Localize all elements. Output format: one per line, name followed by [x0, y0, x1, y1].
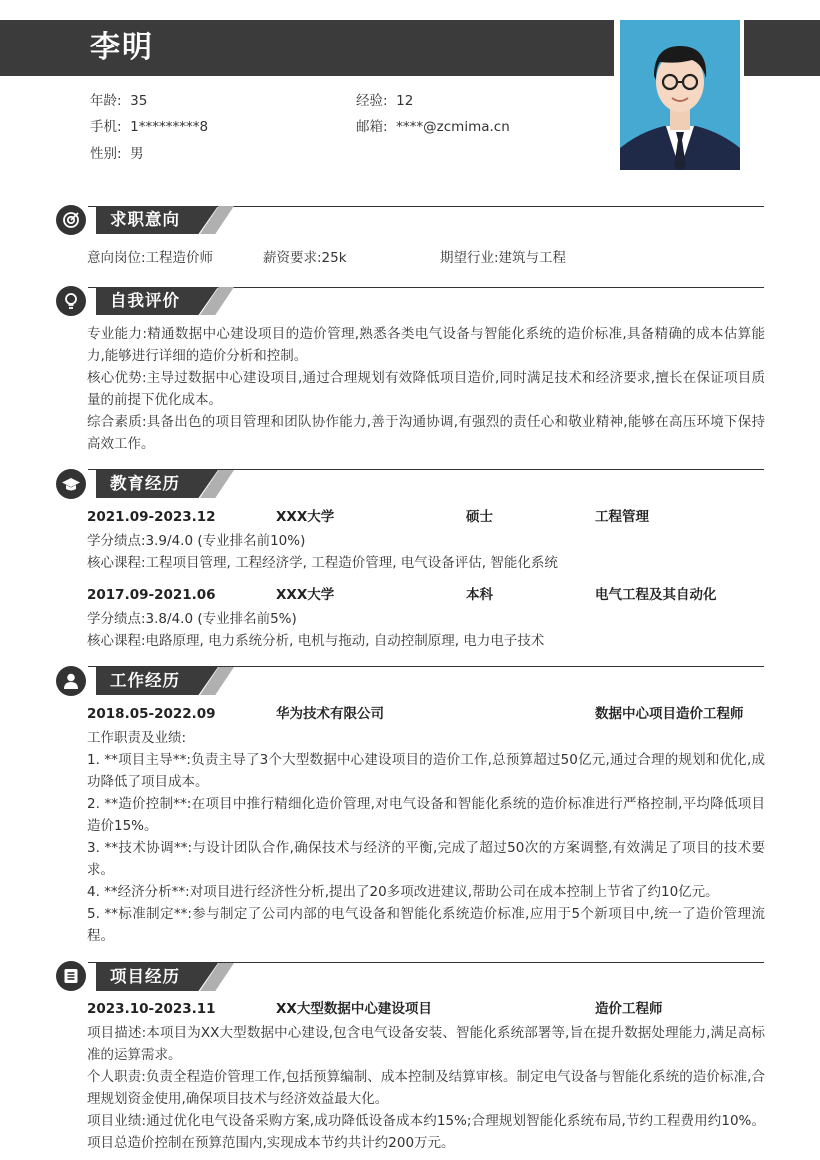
section-title: 自我评价 — [110, 291, 180, 310]
experience-field — [356, 91, 413, 111]
section-header-education — [96, 470, 236, 498]
edu-degree: 硕士 — [466, 509, 493, 525]
age-field — [90, 91, 147, 111]
section-header-work — [96, 667, 236, 695]
profile-photo — [620, 20, 740, 170]
edu-gpa: 学分绩点:3.8/4.0 (专业排名前5%) — [87, 611, 297, 627]
graduation-cap-icon — [56, 469, 86, 499]
self-eval-advantage: 核心优势:主导过数据中心建设项目,通过合理规划有效降低项目造价,同时满足技术和经济要求,擅长在保证项目质量的前提下优化成本。 — [87, 370, 765, 408]
intent-industry: 期望行业:建筑与工程 — [440, 250, 567, 266]
header-band-right — [744, 20, 820, 76]
person-icon — [56, 666, 86, 696]
project-name: XX大型数据中心建设项目 — [276, 1001, 432, 1017]
email-value: ****@zcmima.cn — [396, 119, 510, 135]
section-header-self — [96, 287, 236, 315]
email-field — [356, 117, 510, 137]
experience-label: 经验: — [356, 93, 388, 109]
work-item: 1. **项目主导**:负责主导了3个大型数据中心建设项目的造价工作,总预算超过50亿元,通过合理的规划和优化,成功降低了项目成本。 — [87, 752, 765, 790]
intent-position: 意向岗位:工程造价师 — [87, 250, 214, 266]
edu-major: 工程管理 — [595, 509, 649, 525]
edu-period: 2017.09-2021.06 — [87, 587, 216, 603]
edu-school: XXX大学 — [276, 509, 335, 525]
work-company: 华为技术有限公司 — [276, 706, 384, 722]
edu-courses: 核心课程:工程项目管理, 工程经济学, 工程造价管理, 电气设备评估, 智能化系统 — [87, 555, 558, 571]
edu-degree: 本科 — [466, 587, 493, 603]
section-title: 项目经历 — [110, 967, 180, 986]
project-role: 造价工程师 — [595, 1001, 663, 1017]
self-eval-quality: 综合素质:具备出色的项目管理和团队协作能力,善于沟通协调,有强烈的责任心和敬业精神,能够在高压环境下保持高效工作。 — [87, 414, 765, 452]
edu-courses: 核心课程:电路原理, 电力系统分析, 电机与拖动, 自动控制原理, 电力电子技术 — [87, 633, 545, 649]
lightbulb-icon — [56, 286, 86, 316]
gender-field — [90, 144, 144, 164]
phone-value: 1*********8 — [130, 119, 209, 135]
self-eval-professional: 专业能力:精通数据中心建设项目的造价管理,熟悉各类电气设备与智能化系统的造价标准,具备精确的成本估算能力,能够进行详细的造价分析和控制。 — [87, 326, 765, 364]
section-title: 求职意向 — [110, 210, 180, 229]
section-title: 教育经历 — [110, 474, 180, 493]
gender-label: 性别: — [90, 146, 122, 162]
section-header-intent — [96, 206, 236, 234]
phone-label: 手机: — [90, 119, 122, 135]
phone-field — [90, 117, 208, 137]
age-label: 年龄: — [90, 93, 122, 109]
edu-period: 2021.09-2023.12 — [87, 509, 216, 525]
work-period: 2018.05-2022.09 — [87, 706, 216, 722]
project-duty: 个人职责:负责全程造价管理工作,包括预算编制、成本控制及结算审核。制定电气设备与智能化系统的造价标准,合理规划资金使用,确保项目技术与经济效益最大化。 — [87, 1069, 765, 1107]
gender-value: 男 — [130, 146, 144, 162]
email-label: 邮箱: — [356, 119, 388, 135]
intent-salary: 薪资要求:25k — [263, 250, 347, 266]
experience-value: 12 — [396, 93, 414, 109]
edu-school: XXX大学 — [276, 587, 335, 603]
edu-gpa: 学分绩点:3.9/4.0 (专业排名前10%) — [87, 533, 306, 549]
section-title: 工作经历 — [110, 671, 180, 690]
work-role: 数据中心项目造价工程师 — [595, 706, 744, 722]
section-header-project — [96, 963, 236, 991]
work-intro: 工作职责及业绩: — [87, 730, 187, 746]
project-result: 项目业绩:通过优化电气设备采购方案,成功降低设备成本约15%;合理规划智能化系统布局,节约工程费用约10%。项目总造价控制在预算范围内,实现成本节约共计约200万元。 — [87, 1113, 765, 1151]
work-item: 3. **技术协调**:与设计团队合作,确保技术与经济的平衡,完成了超过50次的方案调整,有效满足了项目的技术要求。 — [87, 840, 765, 878]
work-item: 2. **造价控制**:在项目中推行精细化造价管理,对电气设备和智能化系统的造价标准进行严格控制,平均降低项目造价15%。 — [87, 796, 765, 834]
project-period: 2023.10-2023.11 — [87, 1001, 216, 1017]
work-item: 5. **标准制定**:参与制定了公司内部的电气设备和智能化系统造价标准,应用于5个新项目中,统一了造价管理流程。 — [87, 906, 765, 944]
edu-major: 电气工程及其自动化 — [595, 587, 717, 603]
work-item: 4. **经济分析**:对项目进行经济性分析,提出了20多项改进建议,帮助公司在成本控制上节省了约10亿元。 — [87, 884, 719, 900]
target-icon — [56, 205, 86, 235]
candidate-name: 李明 — [90, 30, 154, 65]
list-icon — [56, 961, 86, 991]
project-description: 项目描述:本项目为XX大型数据中心建设,包含电气设备安装、智能化系统部署等,旨在提升数据处理能力,满足高标准的运算需求。 — [87, 1025, 765, 1063]
age-value: 35 — [130, 93, 148, 109]
